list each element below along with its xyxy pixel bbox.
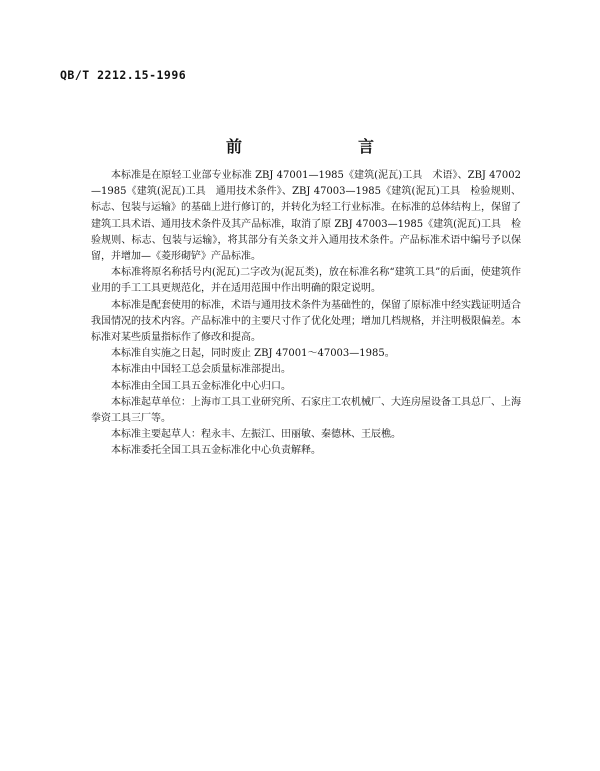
paragraph-2: 本标准将原名称括号内(泥瓦)二字改为(泥瓦类)，放在标准名称“建筑工具”的后面，使建筑作业用的手工工具更规范化，并在适用范围中作出明确的限定说明。 [91,267,521,295]
foreword-body [91,168,521,460]
standard-code: QB/T 2212.15-1996 [60,68,187,82]
paragraph-9: 本标准委托全国工具五金标准化中心负责解释。 [111,445,321,457]
paragraph-8: 本标准主要起草人：程永丰、左振江、田丽敏、秦德林、王辰樵。 [111,429,401,441]
paragraph-3: 本标准是配套使用的标准，术语与通用技术条件为基础性的，保留了原标准中经实践证明适合我国情况的技术内容。产品标准中的主要尺寸作了优化处理；增加几档规格，并注明极限偏差。本标准对某些质量指标作了修改和提高。 [91,299,521,344]
paragraph-6: 本标准由全国工具五金标准化中心归口。 [111,380,291,392]
paragraph-1: 本标准是在原轻工业部专业标准 ZBJ 47001—1985《建筑(泥瓦)工具 术语》、ZBJ 47002—1985《建筑(泥瓦)工具 通用技术条件》、ZBJ 47003—1985《建筑(泥瓦)工具 检验规则、标志、包装与运输》的基础上进行修订的，并转化为轻工行业标准。在标准的总体结构上，保留了建筑工具术语、通用技术条件及其产品标准，取消了原 ZBJ 47003—1985《建筑(泥瓦)工具 检验规则、标志、包装与运输》，将其部分有关条文并入通用技术条件。产品标准术语中编号予以保留，并增加—《菱形砌铲》产品标准。 [91,170,521,263]
paragraph-5: 本标准由中国轻工总会质量标准部提出。 [111,364,291,376]
page-title: 前 言 [225,137,402,156]
paragraph-4: 本标准自实施之日起，同时废止 ZBJ 47001～47003—1985。 [111,348,395,360]
paragraph-7: 本标准起草单位：上海市工具工业研究所、石家庄工农机械厂、大连房屋设备工具总厂、上海拳资工具三厂等。 [91,396,521,425]
